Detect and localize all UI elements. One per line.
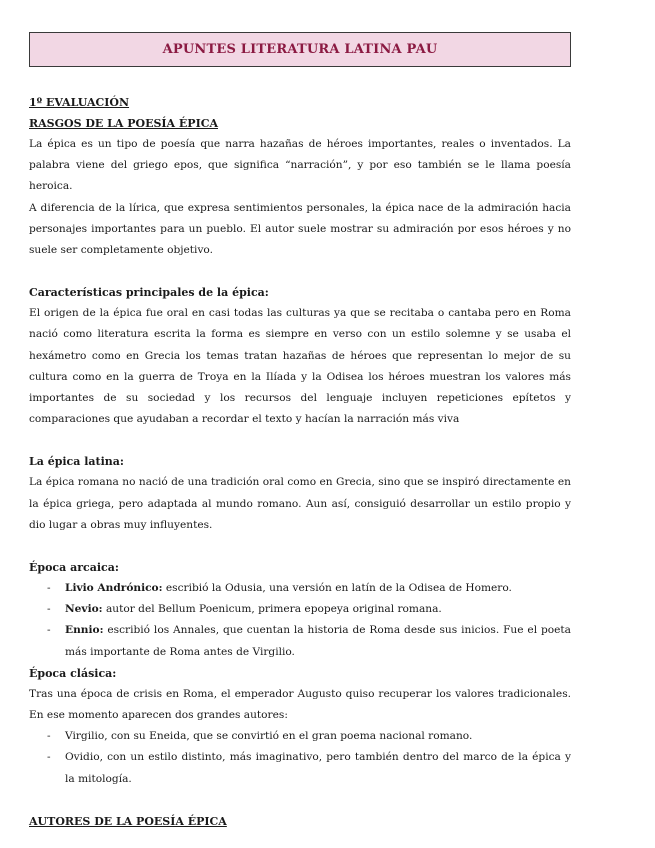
spacer <box>29 536 571 557</box>
rasgos-heading: RASGOS DE LA POESÍA ÉPICA <box>29 117 219 130</box>
spacer <box>29 261 571 282</box>
document-page <box>29 32 571 832</box>
rasgos-paragraph-2: A diferencia de la lírica, que expresa sentimientos personales, la épica nace de la admiración hacia personajes importantes para un pueblo. El autor suele mostrar su admiración por esos héroes y no suele ser completamente objetivo. <box>29 201 571 257</box>
author-description: autor del Bellum Poenicum, primera epopeya original romana. <box>102 603 442 616</box>
list-item <box>29 620 571 662</box>
caracteristicas-heading: Características principales de la épica: <box>29 286 269 300</box>
list-item <box>29 578 571 599</box>
author-name: Nevio: <box>65 603 103 616</box>
arcaica-list <box>29 578 571 663</box>
dash-bullet: - <box>47 603 51 616</box>
list-item <box>29 599 571 620</box>
autores-heading: AUTORES DE LA POESÍA ÉPICA <box>29 814 227 828</box>
author-description: escribió los Annales, que cuentan la historia de Roma desde sus inicios. Fue el poeta más importante de Roma antes de Virgilio. <box>65 624 571 658</box>
latina-heading: La épica latina: <box>29 455 124 469</box>
page-title: APUNTES LITERATURA LATINA PAU <box>162 42 438 57</box>
dash-bullet: - <box>47 624 51 637</box>
latina-paragraph: La épica romana no nació de una tradición oral como en Grecia, sino que se inspiró directamente en la épica griega, pero adaptada al mundo romano. Aun así, consiguió desarrollar un estilo propio y dio lugar a obras muy influyentes. <box>29 476 571 531</box>
spacer <box>29 67 571 92</box>
dash-bullet: - <box>47 730 51 743</box>
evaluation-heading: 1º EVALUACIÓN <box>29 96 130 109</box>
dash-bullet: - <box>47 751 51 764</box>
author-description: escribió la Odusia, una versión en latín de la Odisea de Homero. <box>162 582 512 595</box>
spacer <box>29 430 571 451</box>
clasica-paragraph: Tras una época de crisis en Roma, el emperador Augusto quiso recuperar los valores tradicionales. En ese momento aparecen dos grandes autores: <box>29 687 571 722</box>
list-item <box>29 747 571 789</box>
clasica-list <box>29 726 571 790</box>
list-item <box>29 726 571 747</box>
author-description: Ovidio, con un estilo distinto, más imaginativo, pero también dentro del marco de la épica y la mitología. <box>65 751 571 785</box>
author-name: Ennio: <box>65 624 104 637</box>
author-description: Virgilio, con su Eneida, que se convirtió en el gran poema nacional romano. <box>65 730 473 743</box>
author-name: Livio Andrónico: <box>65 582 163 595</box>
spacer <box>29 790 571 811</box>
arcaica-heading: Época arcaica: <box>29 561 119 575</box>
dash-bullet: - <box>47 582 51 595</box>
title-banner <box>29 32 571 67</box>
rasgos-paragraph-1: La épica es un tipo de poesía que narra hazañas de héroes importantes, reales o inventados. La palabra viene del griego epos, que significa “narración”, y por eso también se le llama poesía heroica. <box>29 138 571 193</box>
caracteristicas-paragraph: El origen de la épica fue oral en casi todas las culturas ya que se recitaba o cantaba pero en Roma nació como literatura escrita la forma es siempre en verso con un estilo solemne y se usaba el hexámetro como en Grecia los temas tratan hazañas de héroes que representan lo mejor de su cultura como en la guerra de Troya en la Ilíada y la Odisea los héroes muestran los valores más importantes de su sociedad y los recursos del lenguaje incluyen repeticiones epítetos y comparaciones que ayudaban a recordar el texto y hacían la narración más viva <box>29 307 571 426</box>
clasica-heading: Época clásica: <box>29 666 117 680</box>
